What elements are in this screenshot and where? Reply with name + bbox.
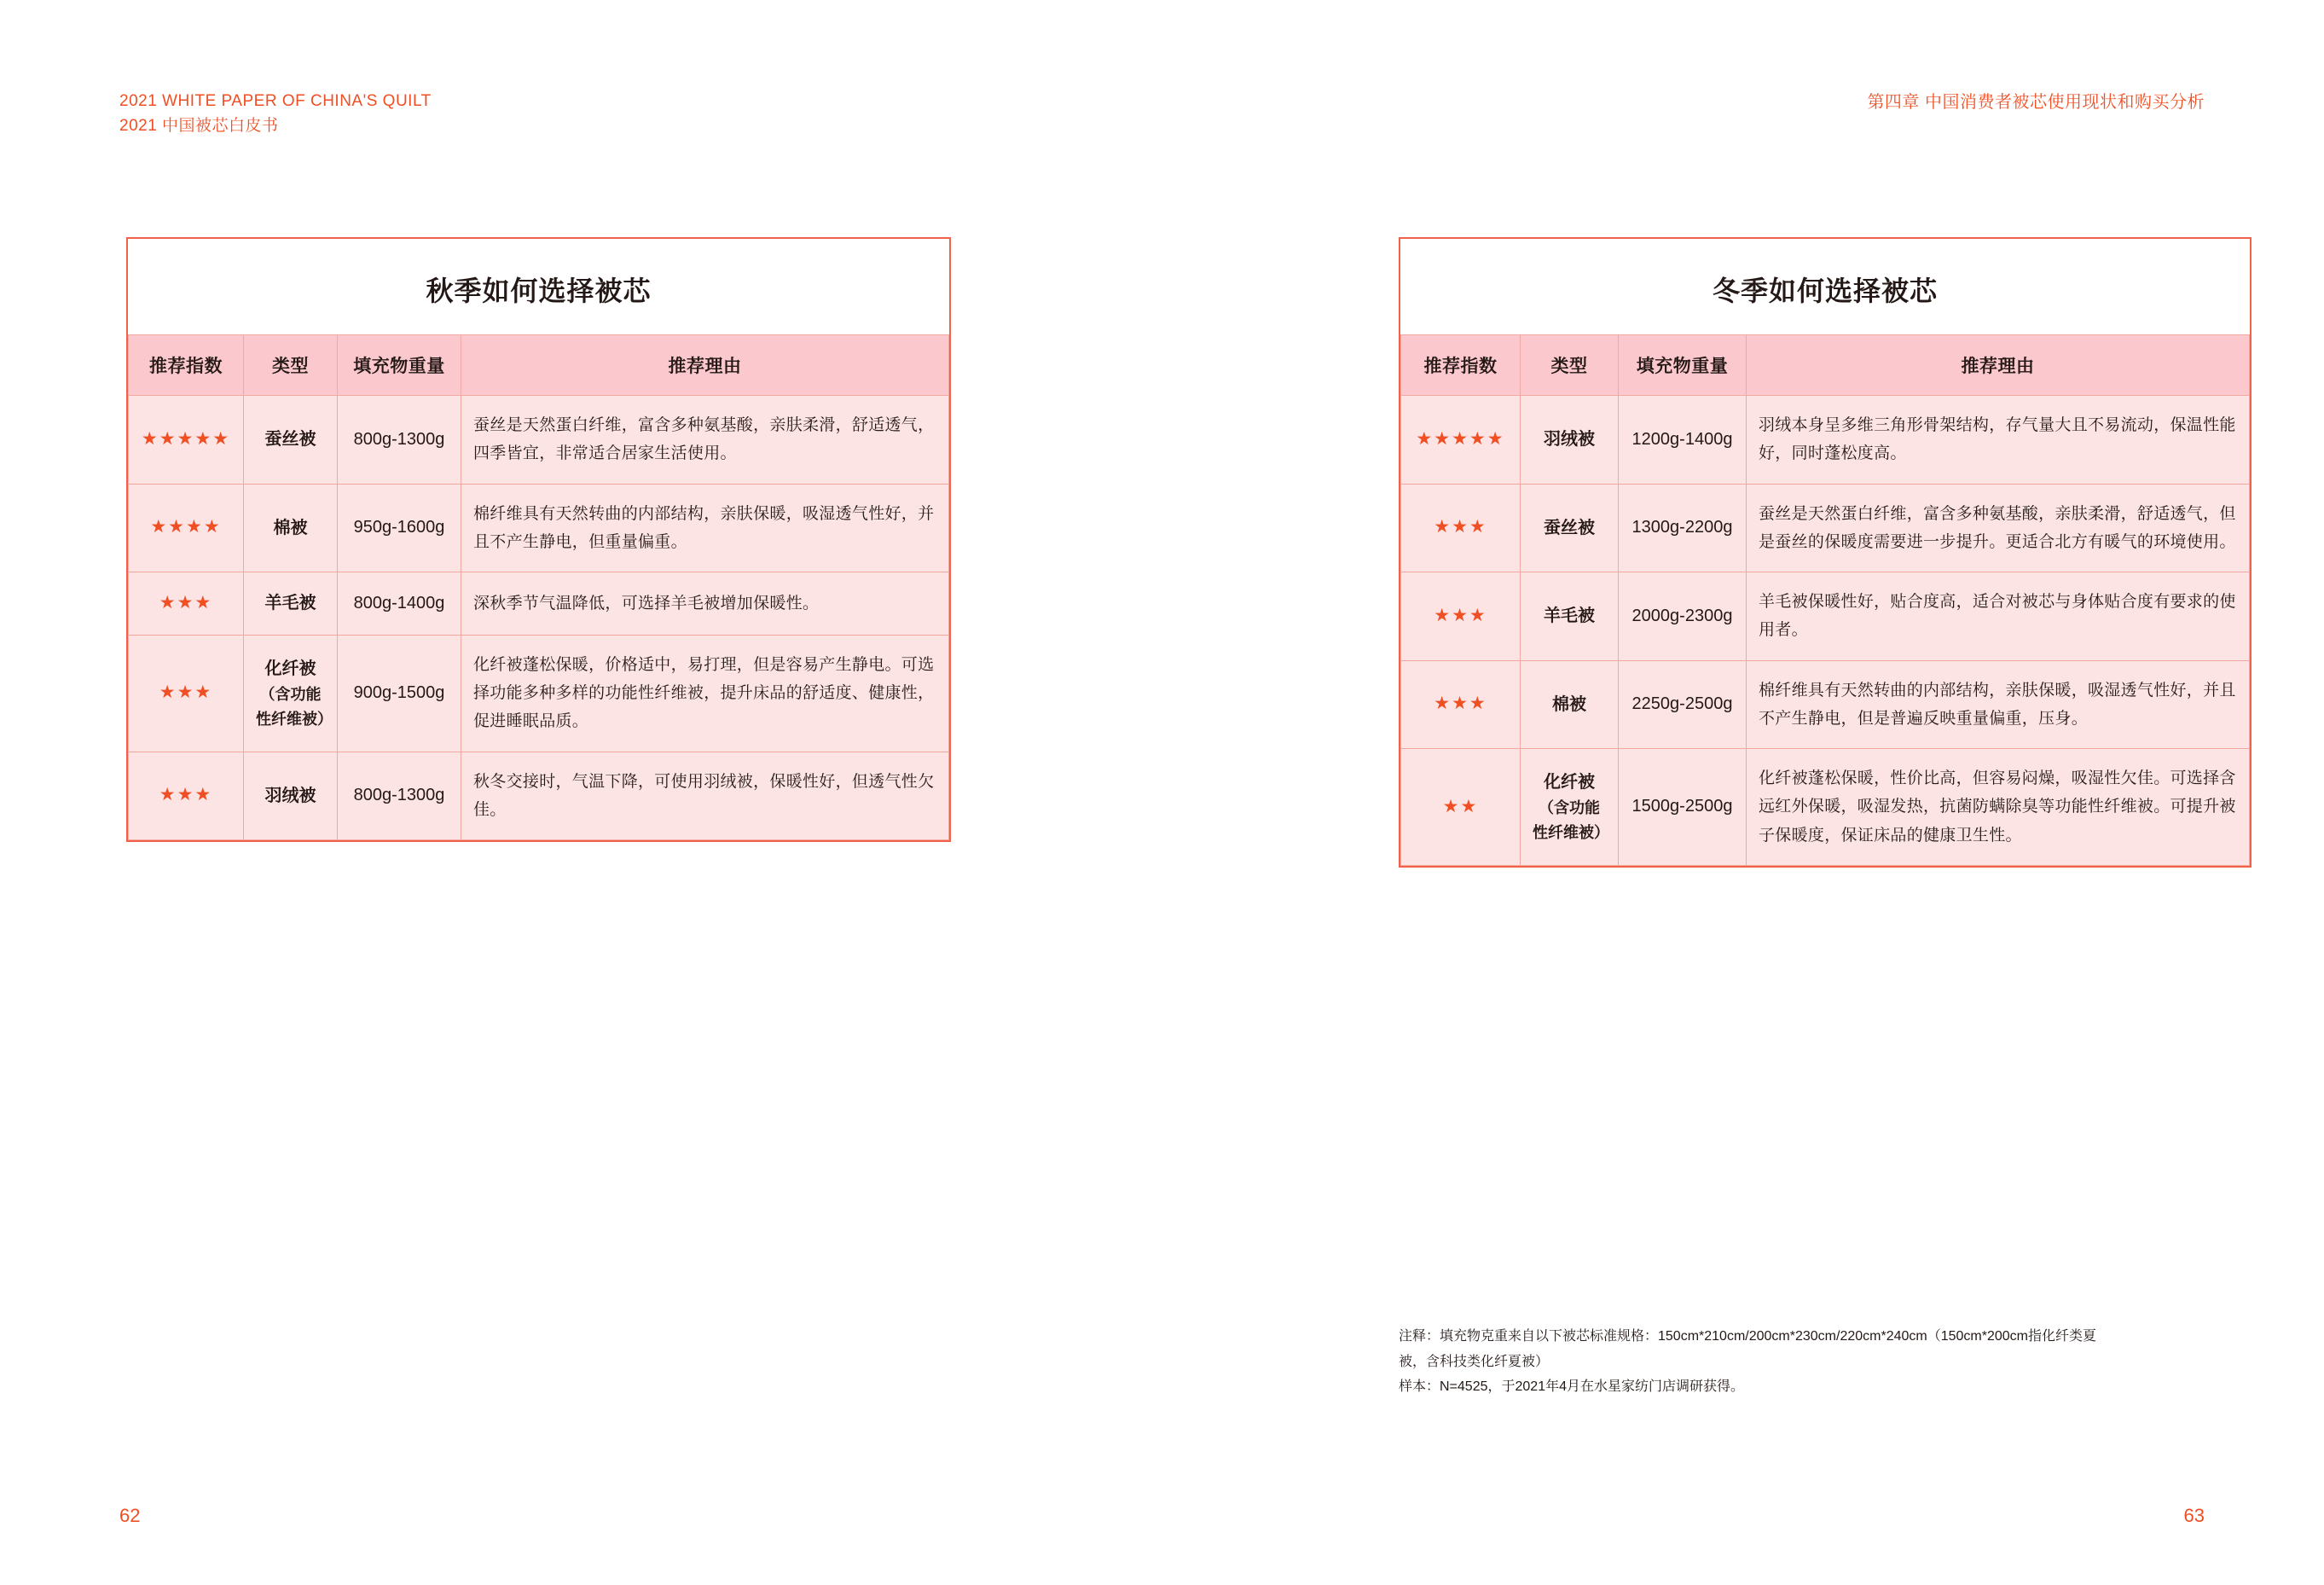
recommendation-reason: 棉纤维具有天然转曲的内部结构，亲肤保暖，吸湿透气性好，并且不产生静电，但是普遍反映重量偏重，压身。	[1747, 660, 2250, 749]
filling-weight: 2000g-2300g	[1619, 572, 1747, 661]
filling-weight: 800g-1300g	[338, 396, 461, 485]
page-number-right: 63	[2183, 1505, 2205, 1526]
recommendation-reason: 棉纤维具有天然转曲的内部结构，亲肤保暖，吸湿透气性好，并且不产生静电，但重量偏重。	[461, 484, 949, 572]
rating-stars: ★★★	[129, 572, 244, 636]
running-head-left-line2: 2021 中国被芯白皮书	[119, 116, 279, 135]
running-head-left-line1: 2021 WHITE PAPER OF CHINA'S QUILT	[119, 92, 432, 110]
quilt-type-main: 化纤被	[1544, 773, 1595, 792]
autumn-selection-table	[128, 334, 949, 840]
autumn-selection-table-card	[126, 237, 951, 842]
table-header-row	[1401, 335, 2250, 396]
footnotes	[1399, 1324, 2252, 1400]
filling-weight: 1200g-1400g	[1619, 396, 1747, 485]
table-row	[129, 752, 949, 840]
column-header-filling-weight: 填充物重量	[338, 335, 461, 396]
quilt-type: 蚕丝被	[244, 396, 338, 485]
rating-stars: ★★★	[1401, 660, 1521, 749]
quilt-type: 棉被	[244, 484, 338, 572]
quilt-type	[244, 635, 338, 752]
recommendation-reason: 蚕丝是天然蛋白纤维，富含多种氨基酸，亲肤柔滑，舒适透气，但是蚕丝的保暖度需要进一步提升。更适合北方有暖气的环境使用。	[1747, 484, 2250, 572]
table-row	[129, 572, 949, 636]
table-row	[1401, 484, 2250, 572]
quilt-type-sub: （含功能性纤维被）	[256, 685, 333, 728]
recommendation-reason: 化纤被蓬松保暖，性价比高，但容易闷燥，吸湿性欠佳。可选择含远红外保暖，吸湿发热，抗菌防螨除臭等功能性纤维被。可提升被子保暖度，保证床品的健康卫生性。	[1747, 749, 2250, 866]
recommendation-reason: 深秋季节气温降低，可选择羊毛被增加保暖性。	[461, 572, 949, 636]
filling-weight: 2250g-2500g	[1619, 660, 1747, 749]
rating-stars: ★★★	[129, 752, 244, 840]
quilt-type: 羊毛被	[1521, 572, 1619, 661]
table-header-row	[129, 335, 949, 396]
filling-weight: 800g-1400g	[338, 572, 461, 636]
column-header-filling-weight: 填充物重量	[1619, 335, 1747, 396]
table-row	[1401, 572, 2250, 661]
rating-stars: ★★	[1401, 749, 1521, 866]
rating-stars: ★★★	[129, 635, 244, 752]
winter-table-title: 冬季如何选择被芯	[1712, 276, 1938, 306]
winter-selection-table	[1400, 334, 2250, 866]
rating-stars: ★★★	[1401, 484, 1521, 572]
quilt-type: 羽绒被	[1521, 396, 1619, 485]
recommendation-reason: 化纤被蓬松保暖，价格适中，易打理，但是容易产生静电。可选择功能多种多样的功能性纤维被，提升床品的舒适度、健康性，促进睡眠品质。	[461, 635, 949, 752]
column-header-reason: 推荐理由	[461, 335, 949, 396]
autumn-table-title: 秋季如何选择被芯	[426, 276, 652, 306]
rating-stars: ★★★★★	[1401, 396, 1521, 485]
column-header-reason: 推荐理由	[1747, 335, 2250, 396]
column-header-type: 类型	[1521, 335, 1619, 396]
table-row	[1401, 396, 2250, 485]
rating-stars: ★★★	[1401, 572, 1521, 661]
filling-weight: 800g-1300g	[338, 752, 461, 840]
recommendation-reason: 蚕丝是天然蛋白纤维，富含多种氨基酸，亲肤柔滑，舒适透气，四季皆宜，非常适合居家生活使用。	[461, 396, 949, 485]
rating-stars: ★★★★★	[129, 396, 244, 485]
filling-weight: 900g-1500g	[338, 635, 461, 752]
column-header-recommendation-index: 推荐指数	[1401, 335, 1521, 396]
recommendation-reason: 羽绒本身呈多维三角形骨架结构，存气量大且不易流动，保温性能好，同时蓬松度高。	[1747, 396, 2250, 485]
footnote-line-2: 被，含科技类化纤夏被）	[1399, 1354, 1550, 1369]
winter-selection-table-card	[1399, 237, 2252, 868]
filling-weight: 1500g-2500g	[1619, 749, 1747, 866]
table-row	[129, 396, 949, 485]
quilt-type	[1521, 749, 1619, 866]
running-head-left	[119, 90, 432, 138]
table-row	[1401, 660, 2250, 749]
recommendation-reason: 秋冬交接时，气温下降，可使用羽绒被，保暖性好，但透气性欠佳。	[461, 752, 949, 840]
column-header-recommendation-index: 推荐指数	[129, 335, 244, 396]
footnote-line-3: 样本：N=4525，于2021年4月在水星家纺门店调研获得。	[1399, 1379, 1744, 1395]
running-head-right-line1: 第四章 中国消费者被芯使用现状和购买分析	[1867, 93, 2205, 112]
filling-weight: 950g-1600g	[338, 484, 461, 572]
filling-weight: 1300g-2200g	[1619, 484, 1747, 572]
recommendation-reason: 羊毛被保暖性好，贴合度高，适合对被芯与身体贴合度有要求的使用者。	[1747, 572, 2250, 661]
quilt-type: 羽绒被	[244, 752, 338, 840]
quilt-type: 蚕丝被	[1521, 484, 1619, 572]
rating-stars: ★★★★	[129, 484, 244, 572]
quilt-type: 棉被	[1521, 660, 1619, 749]
quilt-type-sub: （含功能性纤维被）	[1533, 799, 1609, 841]
table-row	[1401, 749, 2250, 866]
quilt-type-main: 化纤被	[264, 659, 316, 678]
quilt-type: 羊毛被	[244, 572, 338, 636]
table-row	[129, 484, 949, 572]
footnote-line-1: 注释：填充物克重来自以下被芯标准规格：150cm*210cm/200cm*230cm/220cm*240cm（150cm*200cm指化纤类夏	[1399, 1329, 2096, 1344]
page-number-left: 62	[119, 1505, 141, 1526]
running-head-right	[1867, 90, 2205, 115]
column-header-type: 类型	[244, 335, 338, 396]
table-row	[129, 635, 949, 752]
